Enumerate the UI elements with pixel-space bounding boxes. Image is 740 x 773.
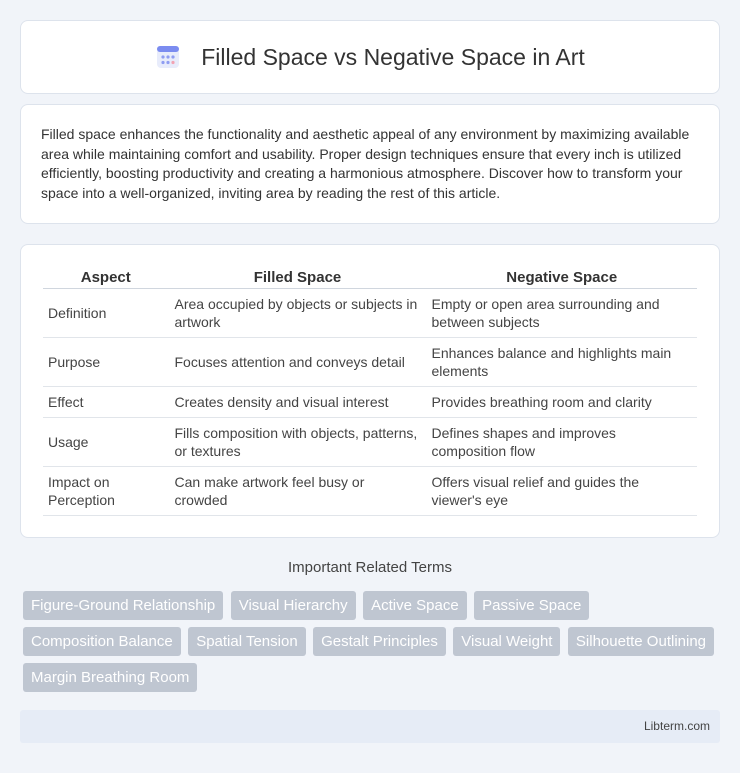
related-terms-list <box>23 591 723 699</box>
column-header: Negative Space <box>426 265 697 289</box>
related-term-tag[interactable]: Visual Hierarchy <box>231 591 356 620</box>
related-terms-title: Important Related Terms <box>288 559 452 576</box>
table-cell: Provides breathing room and clarity <box>426 387 697 418</box>
related-term-tag[interactable]: Spatial Tension <box>188 627 305 656</box>
site-link[interactable]: Libterm.com <box>643 719 710 733</box>
table-row <box>43 467 697 516</box>
intro-text: Filled space enhances the functionality and aesthetic appeal of any environment by maximizing available area while maintaining comfort and usability. Proper design techniques ensure that every inch is utilized efficiently, boosting productivity and creating a harmonious atmosphere. Discover how to transform your space into a well-organized, inviting area by reading the rest of this article. <box>41 126 690 201</box>
table-cell: Creates density and visual interest <box>169 387 426 418</box>
calculator-icon <box>155 44 181 70</box>
table-cell: Purpose <box>43 338 169 387</box>
related-term-tag[interactable]: Visual Weight <box>453 627 560 656</box>
column-header: Aspect <box>43 265 169 289</box>
related-term-tag[interactable]: Margin Breathing Room <box>23 663 197 692</box>
table-row <box>43 289 697 338</box>
comparison-table <box>43 265 697 516</box>
related-term-tag[interactable]: Figure-Ground Relationship <box>23 591 223 620</box>
table-cell: Empty or open area surrounding and between subjects <box>426 289 697 338</box>
table-cell: Area occupied by objects or subjects in artwork <box>169 289 426 338</box>
related-term-tag[interactable]: Composition Balance <box>23 627 181 656</box>
intro-card <box>20 104 720 224</box>
table-row <box>43 338 697 387</box>
table-header-row <box>43 265 697 289</box>
comparison-card <box>20 244 720 538</box>
header-card <box>20 20 720 94</box>
footer <box>20 710 720 743</box>
related-term-tag[interactable]: Gestalt Principles <box>313 627 446 656</box>
table-cell: Definition <box>43 289 169 338</box>
related-term-tag[interactable]: Active Space <box>363 591 467 620</box>
page-title: Filled Space vs Negative Space in Art <box>201 43 585 70</box>
table-cell: Usage <box>43 418 169 467</box>
table-cell: Can make artwork feel busy or crowded <box>169 467 426 516</box>
table-row <box>43 387 697 418</box>
table-cell: Defines shapes and improves composition flow <box>426 418 697 467</box>
table-row <box>43 418 697 467</box>
column-header: Filled Space <box>169 265 426 289</box>
table-cell: Offers visual relief and guides the viewer's eye <box>426 467 697 516</box>
table-cell: Enhances balance and highlights main elements <box>426 338 697 387</box>
table-cell: Focuses attention and conveys detail <box>169 338 426 387</box>
table-cell: Impact on Perception <box>43 467 169 516</box>
related-term-tag[interactable]: Silhouette Outlining <box>568 627 714 656</box>
related-term-tag[interactable]: Passive Space <box>474 591 589 620</box>
table-cell: Effect <box>43 387 169 418</box>
table-cell: Fills composition with objects, patterns, or textures <box>169 418 426 467</box>
